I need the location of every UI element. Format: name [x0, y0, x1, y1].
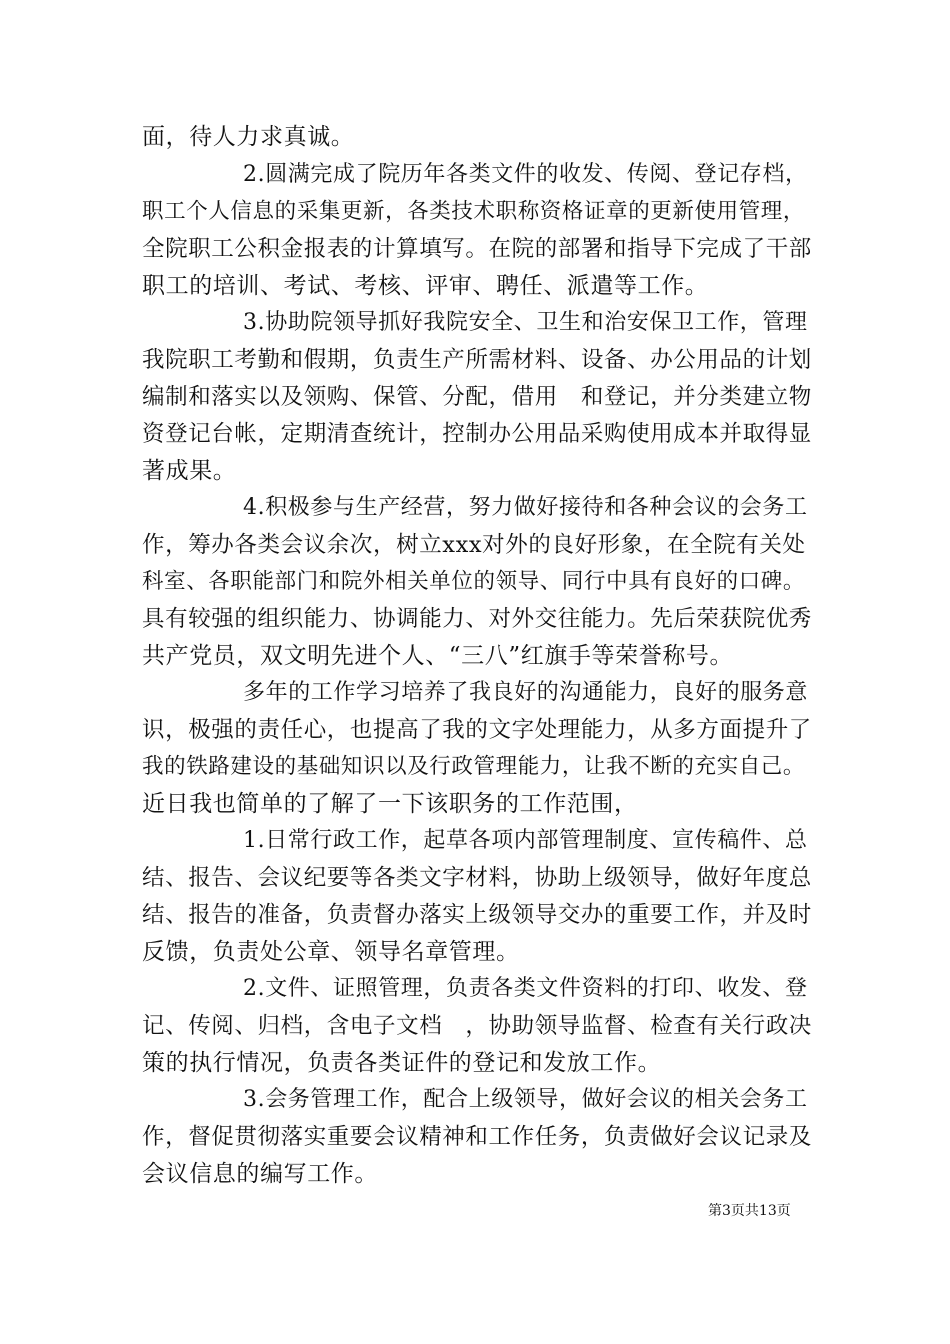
text-line: 作，督促贯彻落实重要会议精神和工作任务，负责做好会议记录及: [142, 1124, 812, 1150]
text-line: 2.文件、证照管理，负责各类文件资料的打印、收发、登: [243, 976, 808, 1001]
text-line: 共产党员，双文明先进个人、“三八”红旗手等荣誉称号。: [142, 643, 734, 669]
text-line: 3.协助院领导抓好我院安全、卫生和治安保卫工作，管理: [243, 310, 808, 335]
text-line: 2.圆满完成了院历年各类文件的收发、传阅、登记存档，: [243, 162, 808, 187]
text-line: 4.积极参与生产经营，努力做好接待和各种会议的会务工: [243, 495, 808, 520]
text-line: 1.日常行政工作，起草各项内部管理制度、宣传稿件、总: [243, 828, 808, 853]
text-line: 具有较强的组织能力、协调能力、对外交往能力。先后荣获院优秀: [142, 606, 812, 632]
text-line: 面，待人力求真诚。: [142, 124, 355, 150]
text-line: 资登记台帐，定期清查统计，控制办公用品采购使用成本并取得显: [142, 421, 812, 447]
text-line: 职工个人信息的采集更新，各类技术职称资格证章的更新使用管理，: [142, 199, 806, 224]
text-line: 著成果。: [142, 458, 237, 484]
text-line: 科室、各职能部门和院外相关单位的领导、同行中具有良好的口碑。: [142, 569, 806, 594]
text-line: 职工的培训、考试、考核、评审、聘任、派遣等工作。: [142, 273, 709, 299]
text-line: 会议信息的编写工作。: [142, 1161, 378, 1187]
text-line: 作，筹办各类会议余次，树立xxx对外的良好形象，在全院有关处: [142, 532, 806, 558]
text-line: 编制和落实以及领购、保管、分配，借用 和登记，并分类建立物: [142, 384, 812, 410]
text-line: 记、传阅、归档，含电子文档 ，协助领导监督、检查有关行政决: [142, 1013, 812, 1039]
text-line: 策的执行情况，负责各类证件的登记和发放工作。: [142, 1050, 662, 1076]
text-line: 近日我也简单的了解了一下该职务的工作范围，: [142, 791, 638, 817]
text-line: 结、报告的准备，负责督办落实上级领导交办的重要工作，并及时: [142, 902, 812, 928]
text-line: 识，极强的责任心，也提高了我的文字处理能力，从多方面提升了: [142, 717, 812, 743]
page-number-footer: 第3页共13页: [708, 1203, 791, 1219]
text-line: 我的铁路建设的基础知识以及行政管理能力，让我不断的充实自己。: [142, 754, 806, 779]
text-line: 全院职工公积金报表的计算填写。在院的部署和指导下完成了干部: [142, 236, 812, 262]
text-line: 3.会务管理工作，配合上级领导，做好会议的相关会务工: [243, 1087, 808, 1112]
text-line: 反馈，负责处公章、领导名章管理。: [142, 939, 520, 965]
text-line: 结、报告、会议纪要等各类文字材料，协助上级领导，做好年度总: [142, 865, 812, 891]
text-line: 多年的工作学习培养了我良好的沟通能力，良好的服务意: [243, 680, 809, 705]
text-line: 我院职工考勤和假期，负责生产所需材料、设备、办公用品的计划: [142, 347, 812, 373]
